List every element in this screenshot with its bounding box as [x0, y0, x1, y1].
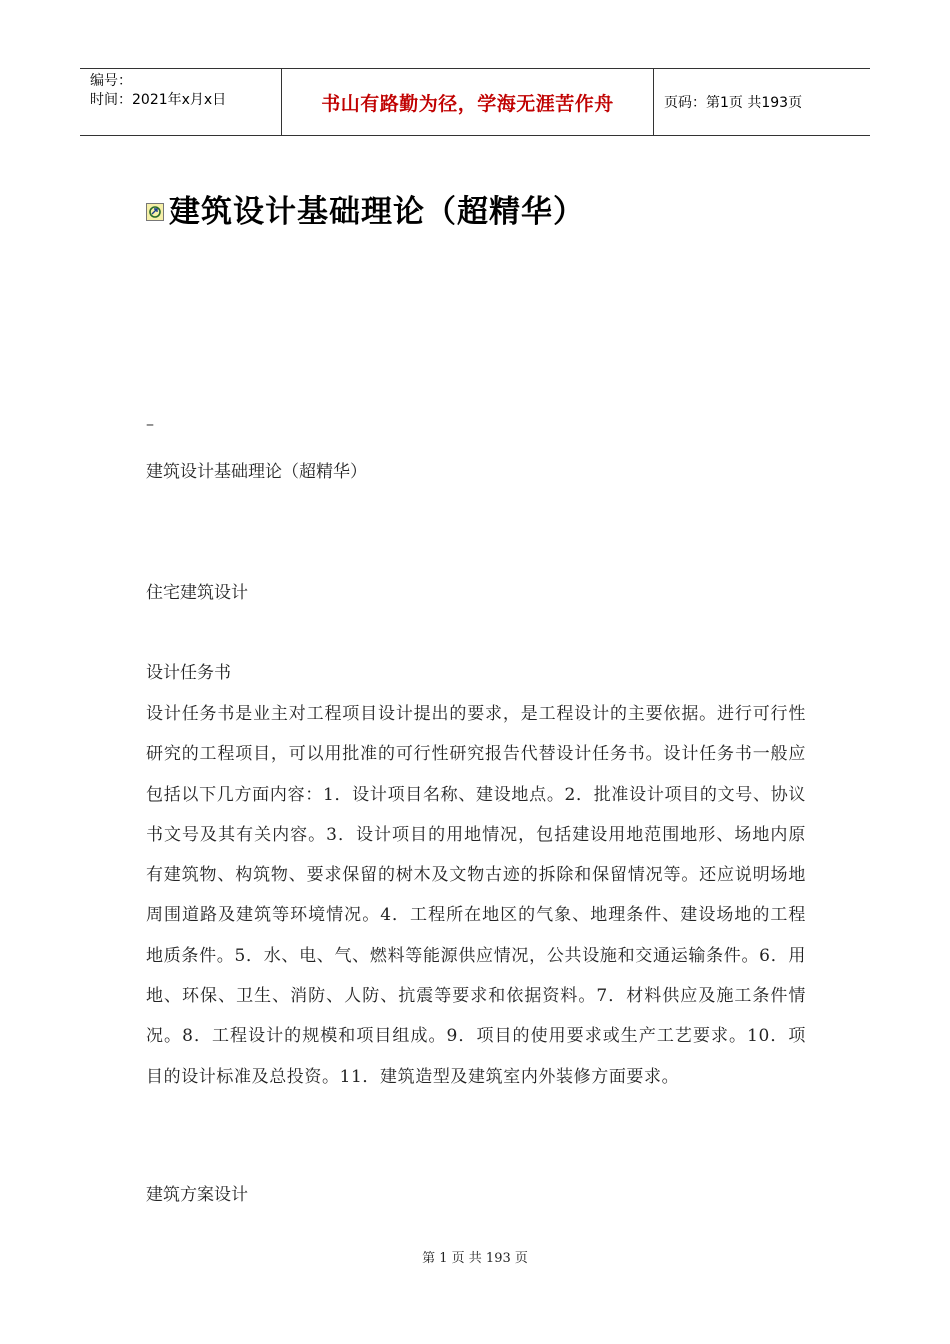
document-link-icon[interactable]	[146, 203, 164, 221]
body-paragraph: 设计任务书是业主对工程项目设计提出的要求，是工程设计的主要依据。进行可行性研究的工程项目，可以用批准的可行性研究报告代替设计任务书。设计任务书一般应包括以下几方面内容：1．设计项目名称、建设地点。2．批准设计项目的文号、协议书文号及其有关内容。3．设计项目的用地情况，包括建设用地范围地形、场地内原有建筑物、构筑物、要求保留的树木及文物古迹的拆除和保留情况等。还应说明场地周围道路及建筑等环境情况。4．工程所在地区的气象、地理条件、建设场地的工程地质条件。5．水、电、气、燃料等能源供应情况，公共设施和交通运输条件。6．用地、环保、卫生、消防、人防、抗震等要求和依据资料。7．材料供应及施工条件情况。8．工程设计的规模和项目组成。9．项目的使用要求或生产工艺要求。10．项目的设计标准及总投资。11．建筑造型及建筑室内外装修方面要求。	[146, 704, 806, 1087]
title-row	[146, 186, 585, 231]
time-label: 时间：2021年x月x日	[90, 92, 227, 108]
page-title: 建筑设计基础理论（超精华）	[169, 194, 585, 230]
header-meta	[80, 69, 281, 135]
number-label: 编号：	[90, 73, 132, 89]
section-heading-scheme-design: 建筑方案设计	[146, 1185, 248, 1205]
section-heading-residential: 住宅建筑设计	[146, 583, 248, 603]
header-page-info: 页码：第1页 共193页	[664, 95, 803, 111]
page-footer: 第 1 页 共 193 页	[422, 1251, 528, 1266]
section-heading-design-brief: 设计任务书	[146, 663, 231, 683]
page-header	[80, 68, 870, 136]
separator-dash: –	[146, 414, 154, 433]
subtitle: 建筑设计基础理论（超精华）	[146, 462, 367, 482]
header-motto: 书山有路勤为径，学海无涯苦作舟	[281, 69, 654, 135]
